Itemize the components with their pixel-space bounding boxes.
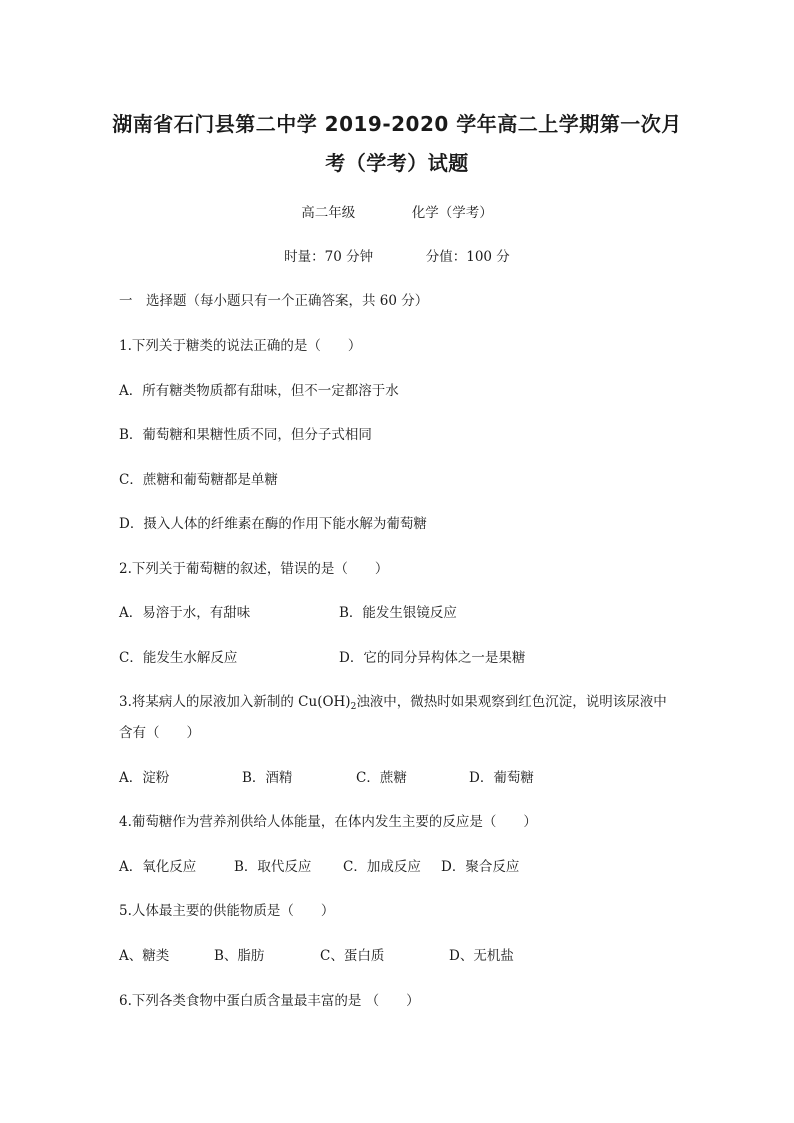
question-4-option-b: B．取代反应	[234, 859, 312, 875]
question-3-subscript: 2	[350, 702, 357, 712]
question-4-stem: 4.葡萄糖作为营养剂供给人体能量，在体内发生主要的反应是（ ）	[119, 814, 537, 830]
score-label: 分值：100 分	[425, 249, 510, 265]
question-2-option-b: B．能发生银镜反应	[339, 605, 457, 621]
grade-subject-line	[0, 201, 794, 221]
question-2-stem: 2.下列关于葡萄糖的叙述，错误的是（ ）	[119, 561, 389, 577]
question-3-stem-post: 浊液中，微热时如果观察到红色沉淀，说明该尿液中	[356, 694, 667, 710]
question-1-option-c: C．蔗糖和葡萄糖都是单糖	[119, 472, 278, 488]
question-3-option-d: D．葡萄糖	[469, 770, 534, 786]
grade-label: 高二年级	[301, 205, 356, 221]
subject-label: 化学（学考）	[411, 205, 493, 221]
question-1-option-b: B．葡萄糖和果糖性质不同，但分子式相同	[119, 427, 372, 443]
question-6-stem: 6.下列各类食物中蛋白质含量最丰富的是 （ ）	[119, 993, 420, 1009]
question-3-option-a: A．淀粉	[119, 770, 170, 786]
question-3-stem	[119, 690, 667, 712]
question-2-option-a: A．易溶于水，有甜味	[119, 605, 251, 621]
question-5-option-b: B、脂肪	[214, 948, 265, 964]
question-2-option-c: C．能发生水解反应	[119, 650, 238, 666]
question-3-stem-pre: 3.将某病人的尿液加入新制的 Cu(OH)	[119, 694, 351, 710]
question-3-stem-line2: 含有（ ）	[119, 725, 200, 741]
question-4-option-a: A．氧化反应	[119, 859, 197, 875]
question-4-option-c: C．加成反应	[343, 859, 421, 875]
question-3-option-c: C．蔗糖	[356, 770, 407, 786]
question-5-option-c: C、蛋白质	[320, 948, 385, 964]
question-1-option-d: D．摄入人体的纤维素在酶的作用下能水解为葡萄糖	[119, 516, 427, 532]
question-1-stem: 1.下列关于糖类的说法正确的是（ ）	[119, 338, 362, 354]
exam-title-line2: 考（学考）试题	[325, 151, 469, 175]
question-5-stem: 5.人体最主要的供能物质是（ ）	[119, 903, 335, 919]
question-4-option-d: D．聚合反应	[441, 859, 520, 875]
section-heading: 一 选择题（每小题只有一个正确答案，共 60 分）	[119, 293, 429, 309]
question-5-option-a: A、糖类	[119, 948, 170, 964]
exam-title-line1: 湖南省石门县第二中学 2019-2020 学年高二上学期第一次月	[112, 112, 682, 136]
time-score-line	[0, 245, 794, 265]
question-5-option-d: D、无机盐	[449, 948, 514, 964]
time-label: 时量：70 分钟	[284, 249, 374, 265]
question-2-option-d: D．它的同分异构体之一是果糖	[339, 650, 526, 666]
question-1-option-a: A．所有糖类物质都有甜味，但不一定都溶于水	[119, 383, 399, 399]
question-3-option-b: B．酒精	[242, 770, 293, 786]
